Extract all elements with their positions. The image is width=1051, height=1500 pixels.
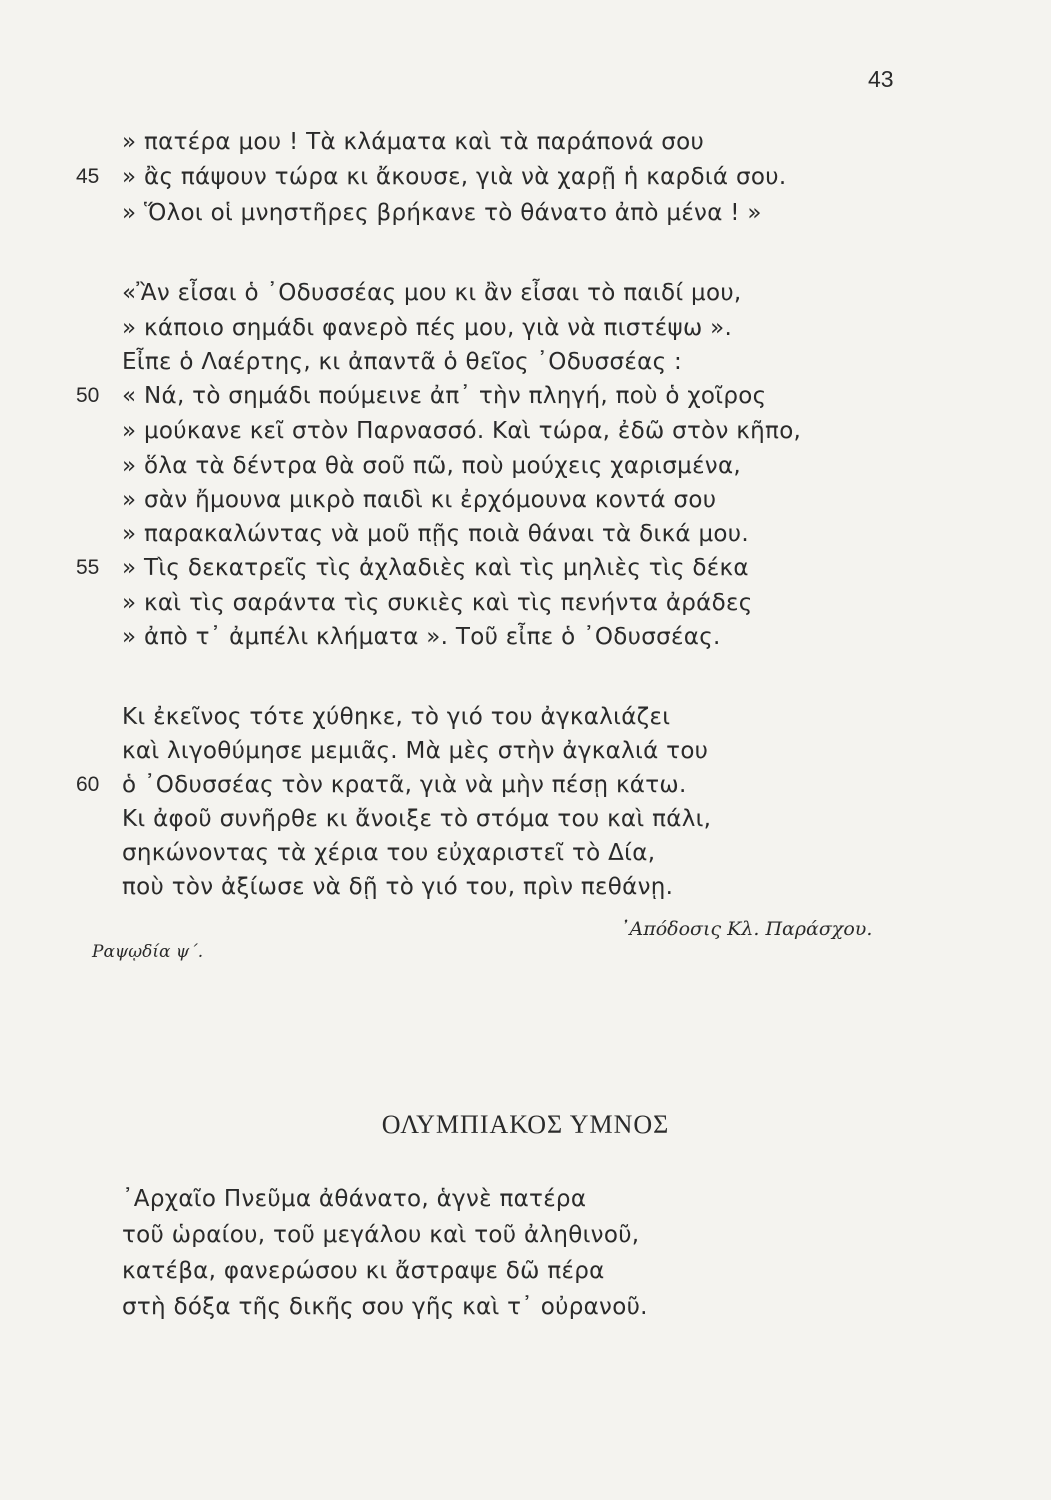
verse-line: ποὺ τὸν ἀξίωσε νὰ δῇ τὸ γιό του, πρὶν πεθάνῃ. — [122, 874, 674, 900]
verse-line: «Ἂν εἶσαι ὁ ᾿Οδυσσέας μου κι ἂν εἶσαι τὸ παιδί μου, — [122, 280, 742, 306]
line-number: 60 — [76, 773, 100, 796]
verse-line: » καὶ τὶς σαράντα τὶς συκιὲς καὶ τὶς πενήντα ἀράδες — [122, 590, 753, 616]
verse-line: Εἶπε ὁ Λαέρτης, κι ἀπαντᾶ ὁ θεῖος ᾿Οδυσσέας : — [122, 349, 683, 375]
verse-line: « Νά, τὸ σημάδι πούμεινε ἀπ᾿ τὴν πληγή, ποὺ ὁ χοῖρος — [122, 383, 767, 409]
verse-line: καὶ λιγοθύμησε μεμιᾶς. Μὰ μὲς στὴν ἀγκαλιά του — [122, 738, 709, 764]
line-number: 45 — [76, 165, 100, 188]
hymn-title: ΟΛΥΜΠΙΑΚΟΣ ΥΜΝΟΣ — [381, 1110, 670, 1139]
verse-line: » ἀπὸ τ᾿ ἀμπέλι κλήματα ». Τοῦ εἶπε ὁ ᾿Οδυσσέας. — [122, 624, 721, 650]
verse-line: » Τὶς δεκατρεῖς τὶς ἀχλαδιὲς καὶ τὶς μηλιὲς τὶς δέκα — [122, 555, 749, 581]
hymn-line: στὴ δόξα τῆς δικῆς σου γῆς καὶ τ᾿ οὐρανοῦ. — [122, 1294, 648, 1320]
verse-line: » ἂς πάψουν τώρα κι ἄκουσε, γιὰ νὰ χαρῇ ἡ καρδιά σου. — [122, 164, 787, 190]
line-number: 55 — [76, 556, 100, 579]
verse-line: ὁ ᾿Οδυσσέας τὸν κρατᾶ, γιὰ νὰ μὴν πέσῃ κάτω. — [122, 772, 687, 798]
verse-line: » παρακαλώντας νὰ μοῦ πῇς ποιὰ θάναι τὰ δικά μου. — [122, 521, 750, 547]
translation-attribution: ᾿Απόδοσις Κλ. Παράσχου. — [620, 918, 873, 940]
line-number: 50 — [76, 384, 100, 407]
verse-line: » κάποιο σημάδι φανερὸ πές μου, γιὰ νὰ πιστέψω ». — [122, 315, 733, 341]
hymn-line: ᾿Αρχαῖο Πνεῦμα ἀθάνατο, ἁγνὲ πατέρα — [122, 1186, 587, 1212]
verse-line: » Ὅλοι οἱ μνηστῆρες βρήκανε τὸ θάνατο ἀπὸ μένα ! » — [122, 200, 762, 226]
hymn-line: τοῦ ὡραίου, τοῦ μεγάλου καὶ τοῦ ἀληθινοῦ, — [122, 1222, 640, 1248]
verse-line: Κι ἐκεῖνος τότε χύθηκε, τὸ γιό του ἀγκαλιάζει — [122, 704, 671, 730]
verse-line: » ὅλα τὰ δέντρα θὰ σοῦ πῶ, ποὺ μούχεις χαρισμένα, — [122, 453, 742, 479]
rhapsody-reference: Ραψῳδία ψ΄. — [92, 942, 204, 962]
verse-line: » πατέρα μου ! Τὰ κλάματα καὶ τὰ παράπονά σου — [122, 129, 705, 155]
verse-line: » σὰν ἤμουνα μικρὸ παιδὶ κι ἐρχόμουνα κοντά σου — [122, 487, 717, 513]
verse-line: Κι ἀφοῦ συνῆρθε κι ἄνοιξε τὸ στόμα του καὶ πάλι, — [122, 806, 712, 832]
verse-line: » μούκανε κεῖ στὸν Παρνασσό. Καὶ τώρα, ἐδῶ στὸν κῆπο, — [122, 418, 802, 444]
hymn-line: κατέβα, φανερώσου κι ἄστραψε δῶ πέρα — [122, 1258, 605, 1284]
verse-line: σηκώνοντας τὰ χέρια του εὐχαριστεῖ τὸ Δία, — [122, 840, 656, 866]
page-number: 43 — [868, 66, 894, 92]
